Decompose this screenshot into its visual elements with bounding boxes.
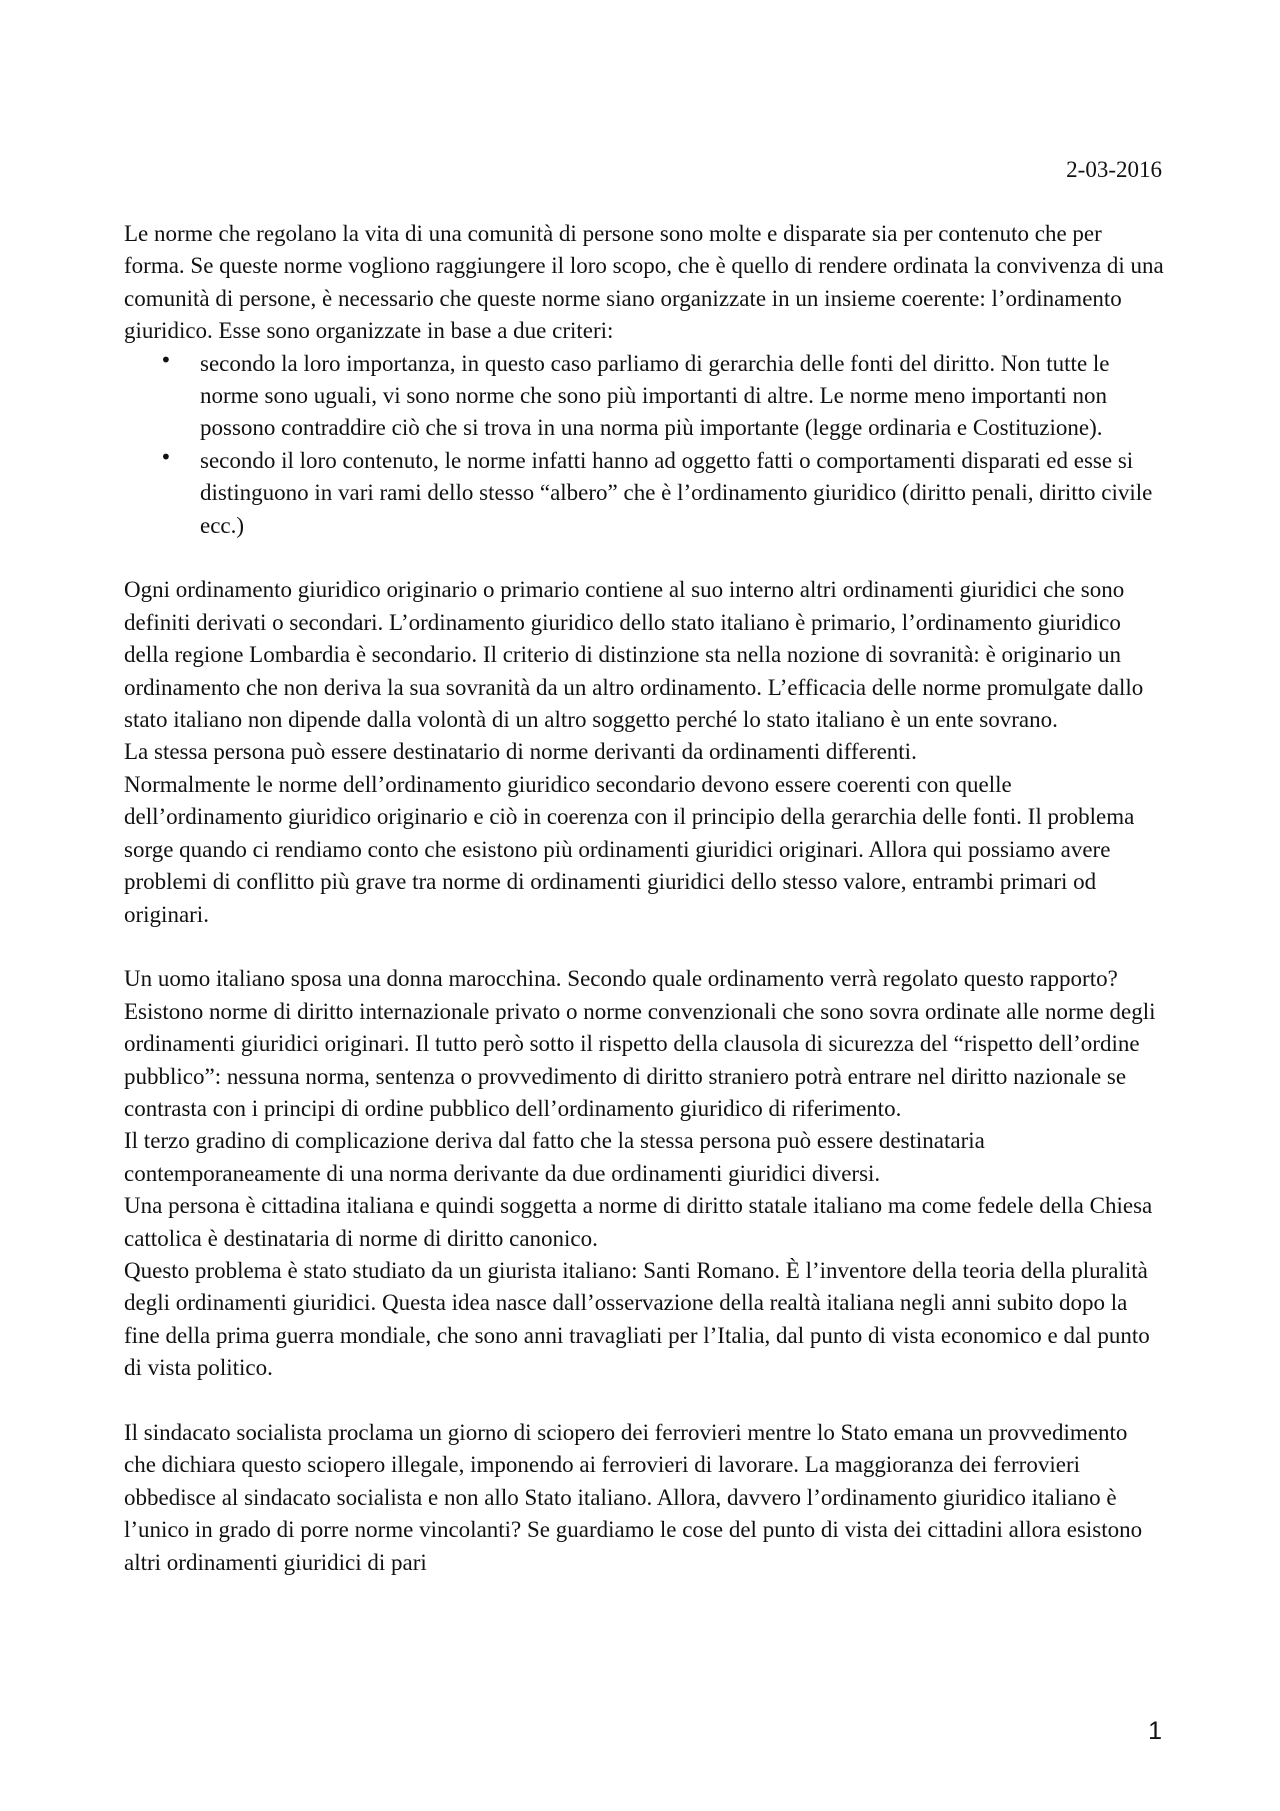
page-number: 1 bbox=[1148, 1717, 1162, 1745]
criteria-list bbox=[124, 348, 1164, 542]
body-paragraph: La stessa persona può essere destinatario di norme derivanti da ordinamenti differenti. bbox=[124, 739, 917, 765]
document-date: 2-03-2016 bbox=[1066, 157, 1162, 182]
body-paragraph: Una persona è cittadina italiana e quindi soggetta a norme di diritto statale italiano ma come fedele della Chiesa cattolica è destinataria di norme di diritto canonico. bbox=[124, 1193, 1153, 1251]
document-body bbox=[124, 218, 1164, 1579]
body-paragraph: Il sindacato socialista proclama un giorno di sciopero dei ferrovieri mentre lo Stato emana un provvedimento che dichiara questo sciopero illegale, imponendo ai ferrovieri di lavorare. La maggioranza dei ferrovieri obbedisce al sindacato socialista e non allo Stato italiano. Allora, davvero l’ordinamento giuridico italiano è l’unico in grado di porre norme vincolanti? Se guardiamo le cose del punto di vista dei cittadini allora esistono altri ordinamenti giuridici di pari bbox=[124, 1419, 1143, 1575]
list-item: • secondo il loro contenuto, le norme infatti hanno ad oggetto fatti o comportamenti disparati ed esse si distinguono in vari rami dello stesso “albero” che è l’ordinamento giuridico (diritto penali, diritto civile ecc.) bbox=[200, 445, 1164, 542]
body-paragraph: Ogni ordinamento giuridico originario o primario contiene al suo interno altri ordinamenti giuridici che sono definiti derivati o secondari. L’ordinamento giuridico dello stato italiano è primario, l’ordinamento giuridico della regione Lombardia è secondario. Il criterio di distinzione sta nella nozione di sovranità: è originario un ordinamento che non deriva la sua sovranità da un altro ordinamento. L’efficacia delle norme promulgate dallo stato italiano non dipende dalla volontà di un altro soggetto perché lo stato italiano è un ente sovrano. bbox=[124, 577, 1144, 733]
body-paragraph: Un uomo italiano sposa una donna marocchina. Secondo quale ordinamento verrà regolato questo rapporto? Esistono norme di diritto internazionale privato o norme convenzionali che sono sovra ordinate alle norme degli ordinamenti giuridici originari. Il tutto però sotto il rispetto della clausola di sicurezza del “rispetto dell’ordine pubblico”: nessuna norma, sentenza o provvedimento di diritto straniero potrà entrare nel diritto nazionale se contrasta con i principi di ordine pubblico dell’ordinamento giuridico di riferimento. bbox=[124, 966, 1156, 1121]
paragraph-spacer bbox=[124, 931, 1164, 963]
list-item: • secondo la loro importanza, in questo caso parliamo di gerarchia delle fonti del diritto. Non tutte le norme sono uguali, vi sono norme che sono più importanti di altre. Le norme meno importanti non possono contraddire ciò che si trova in una norma più importante (legge ordinaria e Costituzione). bbox=[200, 348, 1164, 445]
body-paragraph: Questo problema è stato studiato da un giurista italiano: Santi Romano. È l’inventore della teoria della pluralità degli ordinamenti giuridici. Questa idea nasce dall’osservazione della realtà italiana negli anni subito dopo la fine della prima guerra mondiale, che sono anni travagliati per l’Italia, dal punto di vista economico e dal punto di vista politico. bbox=[124, 1257, 1150, 1381]
paragraph-spacer bbox=[124, 1385, 1164, 1417]
paragraph-spacer bbox=[124, 542, 1164, 574]
body-paragraph: Normalmente le norme dell’ordinamento giuridico secondario devono essere coerenti con quelle dell’ordinamento giuridico originario e ciò in coerenza con il principio della gerarchia delle fonti. Il problema sorge quando ci rendiamo conto che esistono più ordinamenti giuridici originari. Allora qui possiamo avere problemi di conflitto più grave tra norme di ordinamenti giuridici dello stesso valore, entrambi primari od originari. bbox=[124, 771, 1135, 927]
intro-paragraph: Le norme che regolano la vita di una comunità di persone sono molte e disparate sia per contenuto che per forma. Se queste norme vogliono raggiungere il loro scopo, che è quello di rendere ordinata la convivenza di una comunità di persone, è necessario che queste norme siano organizzate in un insieme coerente: l’ordinamento giuridico. Esse sono organizzate in base a due criteri: bbox=[124, 221, 1164, 344]
body-paragraph: Il terzo gradino di complicazione deriva dal fatto che la stessa persona può essere destinataria contemporaneamente di una norma derivante da due ordinamenti giuridici diversi. bbox=[124, 1128, 985, 1186]
